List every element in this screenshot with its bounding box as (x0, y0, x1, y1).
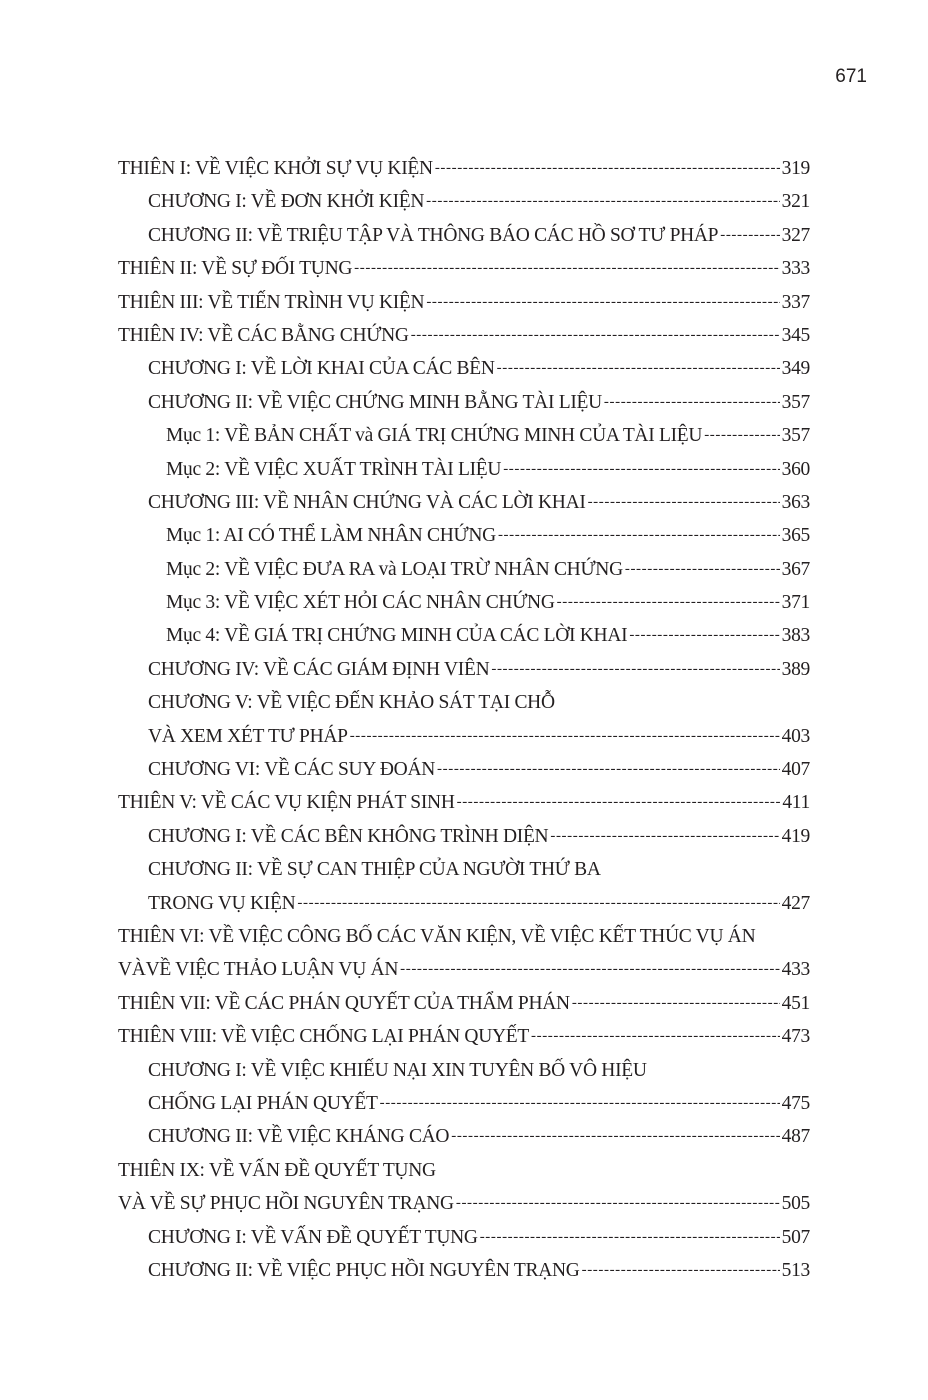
toc-entry-title: THIÊN III: VỀ TIẾN TRÌNH VỤ KIỆN (118, 291, 425, 313)
toc-entry-title-continued: CHỐNG LẠI PHÁN QUYẾT (148, 1092, 378, 1114)
toc-entry-page: 337 (781, 291, 810, 313)
toc-entry (118, 619, 810, 652)
toc-entry (118, 1221, 810, 1254)
toc-entry-page: 505 (781, 1193, 810, 1215)
toc-entry-page: 473 (781, 1026, 810, 1048)
toc-entry (118, 219, 810, 252)
dot-leader (350, 720, 780, 753)
toc-entry-title-continued: VÀVỀ VIỆC THẢO LUẬN VỤ ÁN (118, 959, 399, 981)
toc-entry (118, 519, 810, 552)
toc-entry-title: Mục 2: VỀ VIỆC ĐƯA RA và LOẠI TRỪ NHÂN CHỨNG (166, 558, 623, 580)
toc-entry-title-continued: VÀ VỀ SỰ PHỤC HỒI NGUYÊN TRẠNG (118, 1193, 454, 1215)
toc-entry-page: 349 (781, 358, 810, 380)
dot-leader (550, 820, 779, 853)
toc-entry (118, 1120, 810, 1153)
toc-entry-line (118, 920, 810, 953)
toc-entry-title: THIÊN II: VỀ SỰ ĐỐI TỤNG (118, 258, 353, 280)
toc-entry-line (118, 1154, 810, 1187)
toc-entry-page: 321 (781, 191, 810, 213)
toc-entry-title: CHƯƠNG III: VỀ NHÂN CHỨNG VÀ CÁC LỜI KHAI (148, 491, 586, 513)
dot-leader (480, 1221, 780, 1254)
toc-entry (118, 252, 810, 285)
table-of-contents (118, 152, 810, 1287)
toc-entry-title: THIÊN IX: VỀ VẤN ĐỀ QUYẾT TỤNG (118, 1159, 436, 1181)
toc-entry-title-continued: TRONG VỤ KIỆN (148, 892, 296, 914)
toc-entry (118, 887, 810, 920)
toc-entry-title: CHƯƠNG II: VỀ VIỆC PHỤC HỒI NGUYÊN TRẠNG (148, 1259, 580, 1281)
toc-entry-title: Mục 4: VỀ GIÁ TRỊ CHỨNG MINH CỦA CÁC LỜI KHAI (166, 625, 628, 647)
toc-entry (118, 486, 810, 519)
toc-entry (118, 753, 810, 786)
dot-leader (456, 1187, 780, 1220)
toc-entry-page: 403 (781, 725, 810, 747)
dot-leader (572, 987, 780, 1020)
toc-entry-page: 487 (781, 1126, 810, 1148)
toc-entry-line (118, 686, 810, 719)
toc-entry (118, 653, 810, 686)
dot-leader (354, 252, 779, 285)
toc-entry (118, 1254, 810, 1287)
toc-entry-line (118, 1054, 810, 1087)
toc-entry (118, 152, 810, 185)
dot-leader (629, 619, 779, 652)
toc-entry-page: 411 (782, 792, 810, 814)
dot-leader (557, 586, 780, 619)
toc-entry-page: 319 (781, 158, 810, 179)
dot-leader (437, 753, 780, 786)
toc-entry-page: 371 (781, 592, 810, 614)
toc-entry (118, 352, 810, 385)
toc-entry-title: Mục 1: VỀ BẢN CHẤT và GIÁ TRỊ CHỨNG MINH CỦA TÀI LIỆU (166, 425, 703, 447)
toc-entry-page: 407 (781, 759, 810, 781)
toc-entry-page: 363 (781, 491, 810, 513)
toc-entry-title: CHƯƠNG II: VỀ TRIỆU TẬP VÀ THÔNG BÁO CÁC HỒ SƠ TƯ PHÁP (148, 224, 719, 246)
toc-entry-page: 513 (781, 1259, 810, 1281)
toc-entry-page: 383 (781, 625, 810, 647)
toc-entry-title: CHƯƠNG I: VỀ ĐƠN KHỞI KIỆN (148, 191, 425, 213)
dot-leader (531, 1020, 780, 1053)
toc-entry-title: Mục 1: AI CÓ THỂ LÀM NHÂN CHỨNG (166, 525, 496, 547)
page-number: 671 (835, 66, 867, 87)
toc-entry (118, 319, 810, 352)
toc-entry (118, 1020, 810, 1053)
toc-entry (118, 786, 810, 819)
toc-entry-page: 433 (781, 959, 810, 981)
toc-entry-page: 357 (781, 425, 810, 447)
toc-entry-title: CHƯƠNG I: VỀ CÁC BÊN KHÔNG TRÌNH DIỆN (148, 825, 549, 847)
dot-leader (625, 553, 780, 586)
dot-leader (400, 953, 780, 986)
toc-entry-title: CHƯƠNG I: VỀ VẤN ĐỀ QUYẾT TỤNG (148, 1226, 478, 1248)
toc-entry-title: CHƯƠNG II: VỀ VIỆC CHỨNG MINH BẰNG TÀI LIỆU (148, 391, 602, 413)
toc-entry-title: CHƯƠNG I: VỀ LỜI KHAI CỦA CÁC BÊN (148, 358, 495, 380)
toc-entry-page: 389 (781, 658, 810, 680)
toc-entry-title: THIÊN VII: VỀ CÁC PHÁN QUYẾT CỦA THẨM PHÁN (118, 992, 570, 1014)
dot-leader (457, 786, 781, 819)
toc-entry-title: CHƯƠNG V: VỀ VIỆC ĐẾN KHẢO SÁT TẠI CHỖ (148, 692, 555, 714)
dot-leader (491, 653, 779, 686)
dot-leader (411, 319, 780, 352)
toc-entry-title: Mục 3: VỀ VIỆC XÉT HỎI CÁC NHÂN CHỨNG (166, 592, 555, 614)
toc-entry (118, 1187, 810, 1220)
toc-entry-page: 419 (781, 825, 810, 847)
dot-leader (435, 152, 780, 185)
toc-entry (118, 185, 810, 218)
toc-entry (118, 453, 810, 486)
toc-entry-title: THIÊN IV: VỀ CÁC BẰNG CHỨNG (118, 324, 409, 346)
toc-entry (118, 820, 810, 853)
dot-leader (704, 419, 779, 452)
toc-entry (118, 953, 810, 986)
toc-entry (118, 286, 810, 319)
toc-entry-title: CHƯƠNG IV: VỀ CÁC GIÁM ĐỊNH VIÊN (148, 658, 490, 680)
dot-leader (426, 185, 779, 218)
dot-leader (604, 386, 780, 419)
toc-entry (118, 586, 810, 619)
toc-entry-page: 357 (781, 391, 810, 413)
toc-entry-title: THIÊN VI: VỀ VIỆC CÔNG BỐ CÁC VĂN KIỆN, VỀ VIỆC KẾT THÚC VỤ ÁN (118, 925, 756, 947)
dot-leader (503, 453, 779, 486)
toc-entry-page: 360 (781, 458, 810, 480)
dot-leader (380, 1087, 780, 1120)
toc-entry-title: CHƯƠNG II: VỀ SỰ CAN THIỆP CỦA NGƯỜI THỨ BA (148, 859, 601, 881)
toc-entry-page: 333 (781, 258, 810, 280)
toc-entry-title: CHƯƠNG I: VỀ VIỆC KHIẾU NẠI XIN TUYÊN BỐ VÔ HIỆU (148, 1059, 647, 1081)
toc-entry-title: CHƯƠNG VI: VỀ CÁC SUY ĐOÁN (148, 759, 436, 781)
toc-entry-page: 367 (781, 558, 810, 580)
toc-entry-page: 507 (781, 1226, 810, 1248)
toc-entry-page: 451 (781, 992, 810, 1014)
dot-leader (720, 219, 779, 252)
toc-entry-title: THIÊN V: VỀ CÁC VỤ KIỆN PHÁT SINH (118, 792, 455, 814)
toc-entry-title: THIÊN I: VỀ VIỆC KHỞI SỰ VỤ KIỆN (118, 158, 433, 179)
toc-entry-title: Mục 2: VỀ VIỆC XUẤT TRÌNH TÀI LIỆU (166, 458, 502, 480)
toc-entry-page: 365 (781, 525, 810, 547)
toc-entry-line (118, 853, 810, 886)
dot-leader (297, 887, 779, 920)
toc-entry (118, 553, 810, 586)
toc-entry-page: 475 (781, 1092, 810, 1114)
toc-entry (118, 1087, 810, 1120)
dot-leader (426, 286, 779, 319)
dot-leader (582, 1254, 780, 1287)
dot-leader (498, 519, 780, 552)
toc-entry (118, 720, 810, 753)
toc-entry-page: 327 (781, 224, 810, 246)
toc-entry-title: THIÊN VIII: VỀ VIỆC CHỐNG LẠI PHÁN QUYẾT (118, 1026, 530, 1048)
toc-entry (118, 987, 810, 1020)
toc-entry-page: 345 (781, 324, 810, 346)
toc-entry-title: CHƯƠNG II: VỀ VIỆC KHÁNG CÁO (148, 1126, 450, 1148)
toc-entry (118, 386, 810, 419)
dot-leader (588, 486, 780, 519)
toc-entry (118, 419, 810, 452)
toc-entry-title-continued: VÀ XEM XÉT TƯ PHÁP (148, 725, 348, 747)
dot-leader (497, 352, 780, 385)
toc-entry-page: 427 (781, 892, 810, 914)
dot-leader (451, 1120, 779, 1153)
